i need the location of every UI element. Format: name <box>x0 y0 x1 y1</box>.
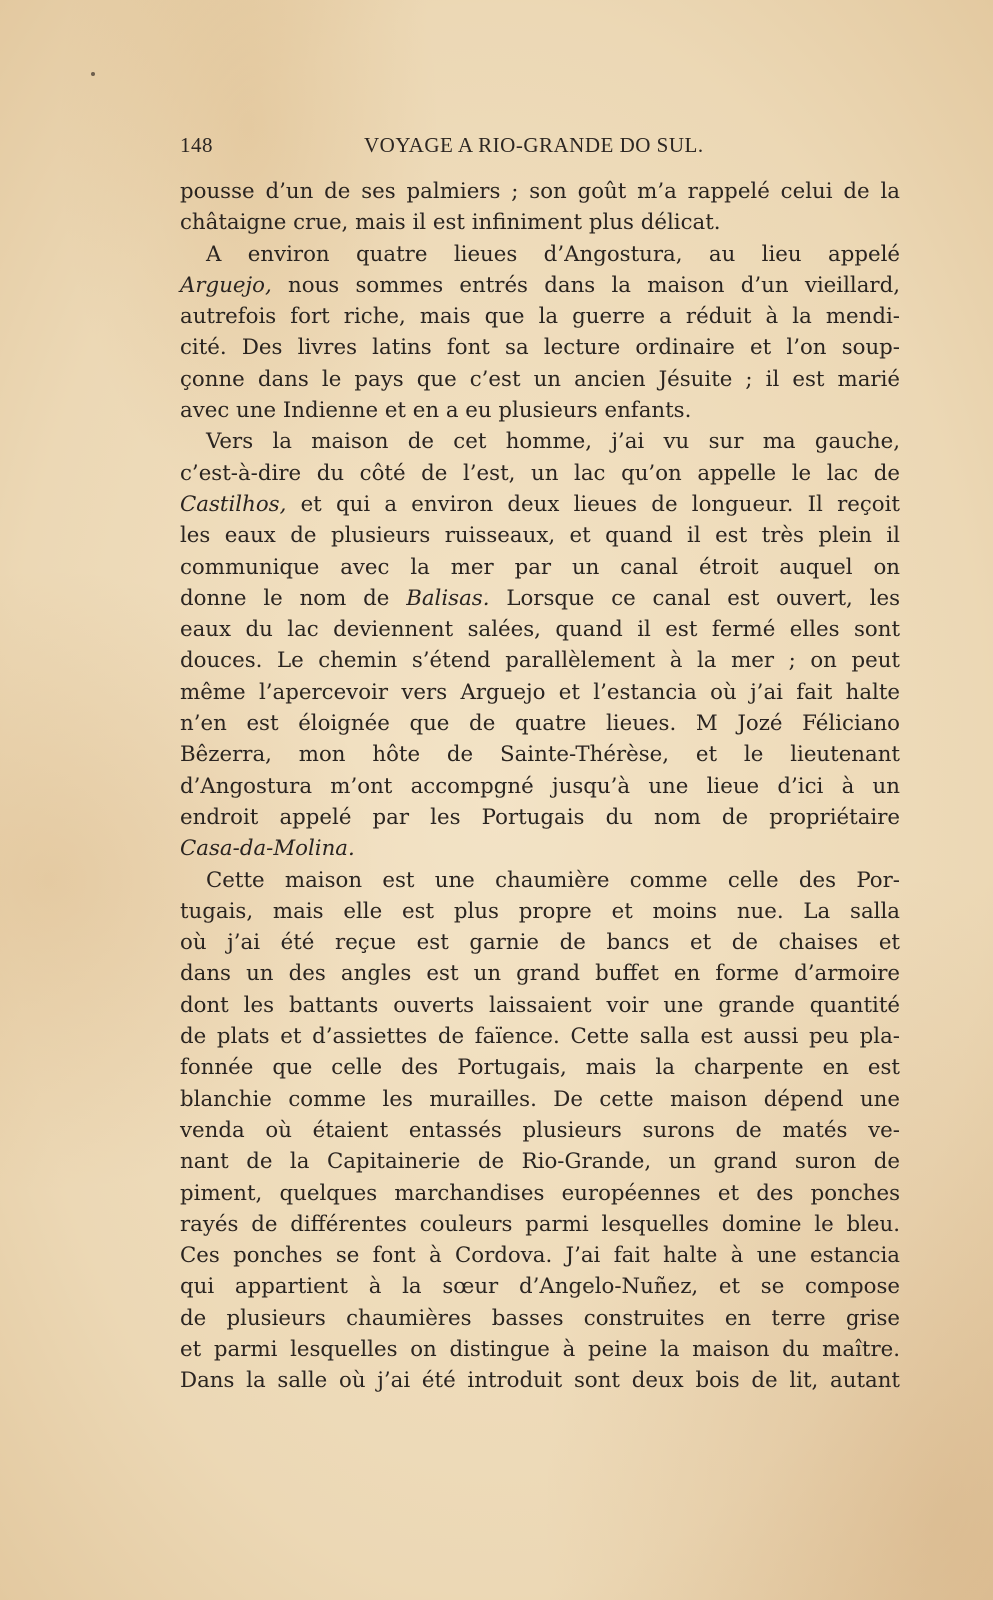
text-line: même l’apercevoir vers Arguejo et l’estancia où j’ai fait halte <box>180 679 900 705</box>
italic-place-name: Arguejo, <box>180 272 272 298</box>
text-line: venda où étaient entassés plusieurs surons de matés ve- <box>180 1117 900 1143</box>
text-line: tugais, mais elle est plus propre et moins nue. La salla <box>180 898 900 924</box>
text-line <box>180 833 900 864</box>
text-line: eaux du lac deviennent salées, quand il est fermé elles sont <box>180 617 900 643</box>
text-line: donne le nom de Balisas. Lorsque ce canal est ouvert, les <box>180 585 901 611</box>
text-line: autrefois fort riche, mais que la guerre a réduit à la mendi- <box>180 304 900 330</box>
text-line: Ces ponches se font à Cordova. J’ai fait halte à une estancia <box>180 1243 900 1269</box>
text-line: cité. Des livres latins font sa lecture ordinaire et l’on soup- <box>180 335 900 361</box>
italic-place-name: Balisas. <box>406 585 490 611</box>
text-line: çonne dans le pays que c’est un ancien Jésuite ; il est marié <box>180 366 900 392</box>
text-line: communique avec la mer par un canal étroit auquel on <box>180 554 900 580</box>
text-line: douces. Le chemin s’étend parallèlement à la mer ; on peut <box>180 648 900 674</box>
text-line: dont les battants ouverts laissaient voir une grande quantité <box>180 992 900 1018</box>
text-line: rayés de différentes couleurs parmi lesquelles domine le bleu. <box>180 1211 900 1237</box>
text-line: endroit appelé par les Portugais du nom de propriétaire <box>180 804 900 830</box>
text-line: châtaigne crue, mais il est infiniment plus délicat. <box>180 210 721 236</box>
text-line: n’en est éloignée que de quatre lieues. M Jozé Féliciano <box>180 711 900 737</box>
text-line: blanchie comme les murailles. De cette maison dépend une <box>180 1086 900 1112</box>
text-line: et parmi lesquelles on distingue à peine la maison du maître. <box>180 1336 900 1362</box>
text-line: Bêzerra, mon hôte de Sainte-Thérèse, et le lieutenant <box>180 742 900 768</box>
text-line: d’Angostura m’ont accompgné jusqu’à une lieue d’ici à un <box>180 773 900 799</box>
text-line: Dans la salle où j’ai été introduit sont deux bois de lit, autant <box>180 1368 900 1394</box>
text-line: qui appartient à la sœur d’Angelo-Nuñez, et se compose <box>180 1274 900 1300</box>
text-line: Cette maison est une chaumière comme celle des Por- <box>206 867 900 893</box>
text-line: avec une Indienne et en a eu plusieurs enfants. <box>180 398 692 424</box>
italic-place-name: Castilhos, <box>180 491 287 517</box>
text-line: où j’ai été reçue est garnie de bancs et de chaises et <box>180 930 900 956</box>
text-line: de plusieurs chaumières basses construites en terre grise <box>180 1305 900 1331</box>
text-line: les eaux de plusieurs ruisseaux, et quand il est très plein il <box>180 523 900 549</box>
text-line: fonnée que celle des Portugais, mais la charpente en est <box>180 1055 900 1081</box>
text-line: Castilhos, et qui a environ deux lieues de longueur. Il reçoit <box>180 491 900 517</box>
italic-place-name: Casa-da-Molina. <box>180 836 355 862</box>
running-header <box>180 133 900 163</box>
text-line: piment, quelques marchandises européennes et des ponches <box>180 1180 900 1206</box>
ink-speck <box>91 72 95 76</box>
text-line: dans un des angles est un grand buffet en forme d’armoire <box>180 961 900 987</box>
text-line: Arguejo, nous sommes entrés dans la maison d’un vieillard, <box>180 272 900 298</box>
running-title: VOYAGE A RIO-GRANDE DO SUL. <box>364 133 704 157</box>
page-number: 148 <box>180 133 213 157</box>
text-line: c’est-à-dire du côté de l’est, un lac qu’on appelle le lac de <box>180 460 900 486</box>
text-line: pousse d’un de ses palmiers ; son goût m’a rappelé celui de la <box>180 179 900 204</box>
body-text <box>180 176 900 1397</box>
text-line: de plats et d’assiettes de faïence. Cette salla est aussi peu pla- <box>180 1024 900 1050</box>
text-line: Vers la maison de cet homme, j’ai vu sur ma gauche, <box>206 429 900 455</box>
text-line: nant de la Capitainerie de Rio-Grande, un grand suron de <box>180 1149 900 1175</box>
text-line: A environ quatre lieues d’Angostura, au lieu appelé <box>206 241 900 267</box>
